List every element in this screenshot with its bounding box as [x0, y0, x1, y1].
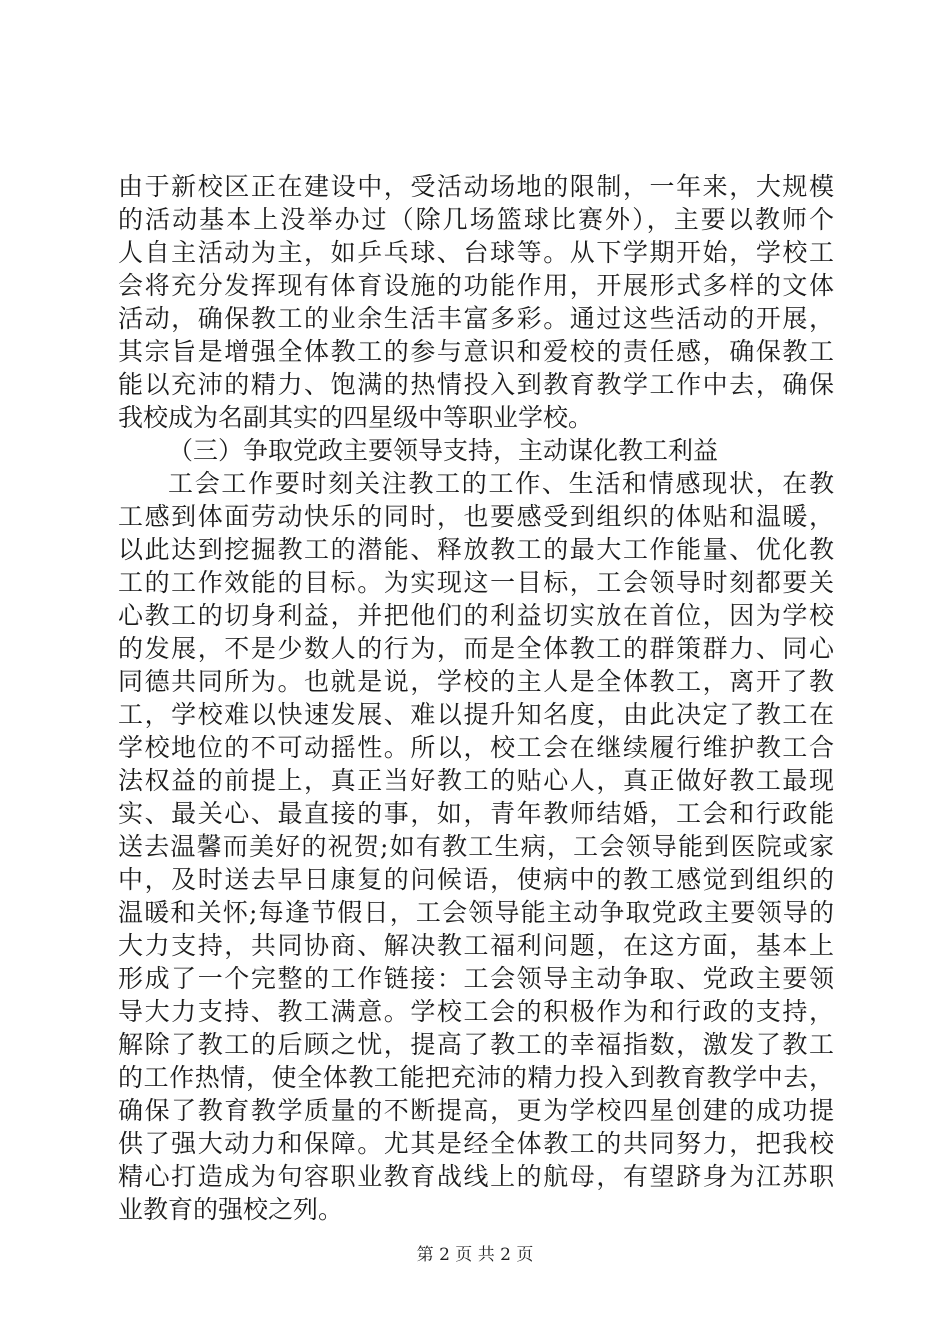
text-line: 形成了一个完整的工作链接：工会领导主动争取、党政主要领 — [118, 964, 834, 993]
text-line: 其宗旨是增强全体教工的参与意识和爱校的责任感，确保教工 — [118, 337, 834, 366]
text-line: 能以充沛的精力、饱满的热情投入到教育教学工作中去，确保 — [118, 370, 834, 399]
text-line: 的活动基本上没举办过（除几场篮球比赛外），主要以教师个 — [118, 205, 834, 234]
text-line: 供了强大动力和保障。尤其是经全体教工的共同努力，把我校 — [118, 1129, 834, 1158]
text-line: 工，学校难以快速发展、难以提升知名度，由此决定了教工在 — [118, 700, 834, 729]
text-line: 学校地位的不可动摇性。所以，校工会在继续履行维护教工合 — [118, 733, 834, 762]
text-line: 导大力支持、教工满意。学校工会的积极作为和行政的支持， — [118, 997, 834, 1026]
text-line: 确保了教育教学质量的不断提高，更为学校四星创建的成功提 — [118, 1096, 834, 1125]
page-number-footer: 第 2 页 共 2 页 — [416, 1245, 534, 1265]
section-heading: （三）争取党政主要领导支持，主动谋化教工利益 — [168, 436, 719, 465]
text-line: 活动，确保教工的业余生活丰富多彩。通过这些活动的开展， — [118, 304, 834, 333]
text-line: 的工作热情，使全体教工能把充沛的精力投入到教育教学中去， — [118, 1063, 834, 1092]
text-line: 温暖和关怀;每逢节假日，工会领导能主动争取党政主要领导的 — [118, 898, 834, 927]
text-line: 解除了教工的后顾之忧，提高了教工的幸福指数，激发了教工 — [118, 1030, 834, 1059]
paragraph-union-work — [118, 467, 834, 1226]
text-line: 送去温馨而美好的祝贺;如有教工生病，工会领导能到医院或家 — [118, 832, 834, 861]
text-line: 业教育的强校之列。 — [118, 1195, 344, 1224]
text-line: 大力支持，共同协商、解决教工福利问题，在这方面，基本上 — [118, 931, 834, 960]
text-line: 我校成为名副其实的四星级中等职业学校。 — [118, 403, 594, 432]
text-line: 工的工作效能的目标。为实现这一目标，工会领导时刻都要关 — [118, 568, 834, 597]
text-line: 以此达到挖掘教工的潜能、释放教工的最大工作能量、优化教 — [118, 535, 834, 564]
text-line: 中，及时送去早日康复的问候语，使病中的教工感觉到组织的 — [118, 865, 834, 894]
text-line: 工感到体面劳动快乐的同时，也要感受到组织的体贴和温暖， — [118, 502, 834, 531]
text-line: 由于新校区正在建设中，受活动场地的限制，一年来，大规模 — [118, 172, 834, 201]
text-line: 精心打造成为句容职业教育战线上的航母，有望跻身为江苏职 — [118, 1162, 834, 1191]
text-line: 法权益的前提上，真正当好教工的贴心人，真正做好教工最现 — [118, 766, 834, 795]
text-line: 实、最关心、最直接的事，如，青年教师结婚，工会和行政能 — [118, 799, 834, 828]
text-line: 的发展，不是少数人的行为，而是全体教工的群策群力、同心 — [118, 634, 834, 663]
paragraph-activities — [118, 170, 834, 434]
document-body — [118, 170, 834, 1226]
text-line: 心教工的切身利益，并把他们的利益切实放在首位，因为学校 — [118, 601, 834, 630]
text-line: 会将充分发挥现有体育设施的功能作用，开展形式多样的文体 — [118, 271, 834, 300]
text-line: 工会工作要时刻关注教工的工作、生活和情感现状，在教 — [168, 469, 834, 498]
text-line: 人自主活动为主，如乒乓球、台球等。从下学期开始，学校工 — [118, 238, 834, 267]
text-line: 同德共同所为。也就是说，学校的主人是全体教工，离开了教 — [118, 667, 834, 696]
